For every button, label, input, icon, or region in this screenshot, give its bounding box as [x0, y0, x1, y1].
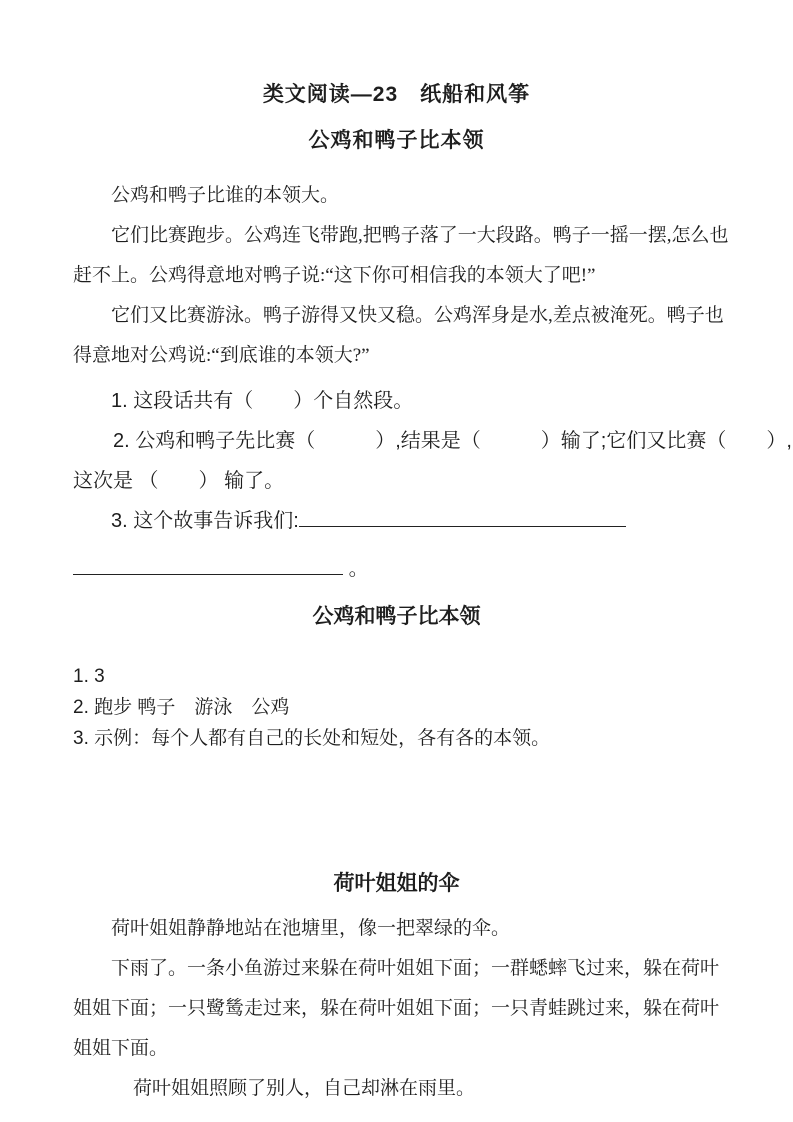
question-2-line2: 这次是 （ ） 输了。	[73, 470, 285, 492]
question-3-prefix: 3. 这个故事告诉我们:	[111, 510, 299, 532]
question-2-line1: 2. 公鸡和鸭子先比赛（ ）,结果是（ ）输了;它们又比赛（ ）,	[113, 430, 792, 452]
question-1: 1. 这段话共有（ ）个自然段。	[111, 390, 414, 412]
page-title: 类文阅读—23 纸船和风筝	[262, 83, 531, 106]
section2-passage	[73, 909, 720, 1109]
passage-line: 荷叶姐姐照顾了别人，自己却淋在雨里。	[133, 1078, 476, 1099]
passage-line: 荷叶姐姐静静地站在池塘里，像一把翠绿的伞。	[111, 918, 511, 939]
answer-section-heading: 公鸡和鸭子比本领	[312, 605, 481, 628]
section1-passage	[73, 176, 729, 376]
passage-line: 姐姐下面；一只鹭鸶走过来，躲在荷叶姐姐下面；一只青蛙跳过来，躲在荷叶	[73, 998, 720, 1019]
passage-line: 公鸡和鸭子比谁的本领大。	[111, 185, 340, 206]
answers-block	[73, 661, 720, 754]
passage-line: 姐姐下面。	[73, 1038, 169, 1059]
question-3-suffix: 。	[348, 558, 369, 580]
passage-line: 得意地对公鸡说:“到底谁的本领大?”	[73, 345, 370, 366]
passage-line: 下雨了。一条小鱼游过来躲在荷叶姐姐下面；一群蟋蟀飞过来，躲在荷叶	[111, 958, 720, 979]
answer-line: 3. 示例：每个人都有自己的长处和短处，各有各的本领。	[73, 728, 551, 749]
passage-line: 它们又比赛游泳。鸭子游得又快又稳。公鸡浑身是水,差点被淹死。鸭子也	[111, 305, 724, 326]
answer-line: 2. 跑步 鸭子 游泳 公鸡	[73, 697, 290, 718]
question-3-line2	[73, 549, 720, 589]
passage-line: 赶不上。公鸡得意地对鸭子说:“这下你可相信我的本领大了吧!”	[73, 265, 596, 286]
section1-heading: 公鸡和鸭子比本领	[308, 129, 485, 152]
section2-heading: 荷叶姐姐的伞	[333, 872, 460, 895]
answer-blank-line	[73, 553, 343, 575]
passage-line: 它们比赛跑步。公鸡连飞带跑,把鸭子落了一大段路。鸭子一摇一摆,怎么也	[111, 225, 729, 246]
questions-block	[73, 381, 792, 589]
answer-blank-line	[299, 505, 626, 527]
question-3-line1	[73, 501, 720, 541]
answer-line: 1. 3	[73, 666, 105, 687]
